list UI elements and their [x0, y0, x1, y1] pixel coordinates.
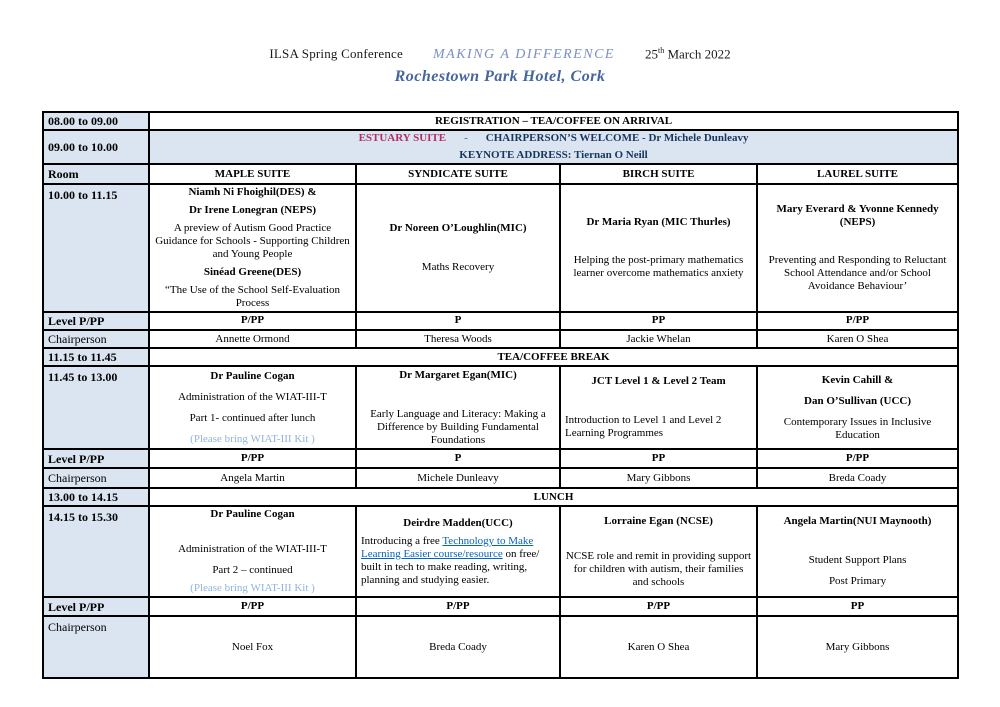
chairperson-label: Chairperson: [43, 468, 149, 488]
room-label: Room: [43, 164, 149, 184]
session-description: A preview of Autism Good Practice Guidance for Schools - Supporting Children and Young People: [155, 222, 350, 260]
speaker-name: Dr Noreen O’Loughlin(MIC): [389, 222, 527, 234]
level-value: P/PP: [149, 449, 356, 468]
level-value: PP: [757, 597, 958, 616]
speaker-name: Dr Maria Ryan (MIC Thurles): [586, 215, 731, 228]
suite-header-maple: MAPLE SUITE: [149, 164, 356, 184]
speaker-name: Kevin Cahill &: [821, 373, 894, 386]
kit-note: (Please bring WIAT-III Kit ): [190, 582, 315, 595]
chairperson-label: Chairperson: [43, 616, 149, 678]
date-suffix: th: [657, 46, 665, 55]
level-value: P/PP: [149, 597, 356, 616]
schedule-table: [42, 111, 959, 679]
session2-birch-cell: [560, 366, 757, 449]
welcome-cell: [149, 130, 958, 164]
kit-note: (Please bring WIAT-III Kit ): [190, 432, 315, 445]
estuary-suite-label: ESTUARY SUITE: [358, 132, 447, 145]
session2-maple-cell: [149, 366, 356, 449]
date-rest: March 2022: [664, 46, 731, 62]
speaker-name: Dr Irene Lonegran (NEPS): [188, 204, 316, 217]
session2-chair-row: [43, 468, 958, 488]
level-value: P/PP: [560, 597, 757, 616]
session-description: Contemporary Issues in Inclusive Education: [783, 415, 932, 441]
session3-birch-cell: [560, 506, 757, 597]
speaker-name: Dr Pauline Cogan: [210, 369, 295, 382]
technology-course-link[interactable]: Technology to Make Learning Easier course/resource: [361, 534, 534, 560]
session3-laurel-cell: [757, 506, 958, 597]
document-header: [0, 46, 1000, 63]
registration-row: [43, 112, 958, 130]
session-description: Part 1- continued after lunch: [189, 411, 316, 424]
chairperson-name: Theresa Woods: [356, 330, 560, 348]
lunch-title: LUNCH: [149, 488, 958, 506]
session2-laurel-cell: [757, 366, 958, 449]
level-label: Level P/PP: [43, 312, 149, 330]
speaker-name: JCT Level 1 & Level 2 Team: [591, 375, 726, 388]
venue-title: Rochestown Park Hotel, Cork: [394, 68, 606, 85]
level-value: PP: [560, 312, 757, 330]
chairperson-label: Chairperson: [43, 330, 149, 348]
tea-break-row: [43, 348, 958, 366]
level-value: P/PP: [149, 312, 356, 330]
session1-syndicate-cell: [356, 184, 560, 312]
session1-birch-cell: [560, 184, 757, 312]
registration-title: REGISTRATION – TEA/COFFEE ON ARRIVAL: [149, 112, 958, 130]
time-cell-registration: 08.00 to 09.00: [43, 112, 149, 130]
conference-date: [645, 46, 731, 62]
chairperson-name: Karen O Shea: [757, 330, 958, 348]
session2-syndicate-cell: [356, 366, 560, 449]
level-label: Level P/PP: [43, 449, 149, 468]
chairperson-name: Mary Gibbons: [560, 468, 757, 488]
session3-chair-row: [43, 616, 958, 678]
session2-row: [43, 366, 958, 449]
description-text: Introducing a free: [361, 534, 443, 547]
speaker-name: Dr Pauline Cogan: [210, 508, 295, 521]
session-description: Administration of the WIAT-III-T: [178, 543, 327, 556]
session1-laurel-cell: [757, 184, 958, 312]
speaker-name: Angela Martin(NUI Maynooth): [783, 515, 932, 528]
time-cell-tea-break: 11.15 to 11.45: [43, 348, 149, 366]
lunch-row: [43, 488, 958, 506]
session-description: Maths Recovery: [421, 260, 495, 273]
session3-syndicate-cell: [356, 506, 560, 597]
time-cell-session1: 10.00 to 11.15: [43, 184, 149, 312]
session3-level-row: [43, 597, 958, 616]
description-text: on free/ built in tech to make reading, writing, planning and studying easier.: [361, 547, 540, 586]
level-value: PP: [560, 449, 757, 468]
session-description: Administration of the WIAT-III-T: [178, 390, 327, 403]
tea-break-title: TEA/COFFEE BREAK: [149, 348, 958, 366]
session2-level-row: [43, 449, 958, 468]
chairperson-name: Angela Martin: [149, 468, 356, 488]
session-description: NCSE role and remit in providing support for children with autism, their families and schools: [565, 549, 752, 588]
speaker-name: Niamh Ni Fhoighil(DES) &: [188, 186, 317, 199]
session1-chair-row: [43, 330, 958, 348]
chairperson-name: Annette Ormond: [149, 330, 356, 348]
time-cell-welcome: 09.00 to 10.00: [43, 130, 149, 164]
keynote-text: KEYNOTE ADDRESS: Tiernan O Neill: [459, 149, 648, 162]
chairperson-name: Breda Coady: [356, 616, 560, 678]
conference-tagline: MAKING A DIFFERENCE: [433, 47, 615, 63]
session-description: Part 2 – continued: [212, 564, 293, 577]
chairperson-name: Jackie Whelan: [560, 330, 757, 348]
session-description: Post Primary: [828, 575, 887, 588]
chairperson-name: Michele Dunleavy: [356, 468, 560, 488]
speaker-name: Mary Everard & Yvonne Kennedy (NEPS): [776, 202, 939, 228]
session3-row: [43, 506, 958, 597]
session-description: “The Use of the School Self-Evaluation Process: [164, 283, 341, 309]
level-value: P/PP: [757, 449, 958, 468]
chairperson-welcome-text: CHAIRPERSON’S WELCOME - Dr Michele Dunleavy: [485, 132, 749, 145]
suite-header-syndicate: SYNDICATE SUITE: [356, 164, 560, 184]
speaker-name: Dan O’Sullivan (UCC): [804, 394, 911, 407]
session1-row: [43, 184, 958, 312]
level-value: P: [356, 312, 560, 330]
chairperson-name: Noel Fox: [149, 616, 356, 678]
level-label: Level P/PP: [43, 597, 149, 616]
speaker-name: Deirdre Madden(UCC): [403, 516, 513, 529]
suite-header-laurel: LAUREL SUITE: [757, 164, 958, 184]
speaker-name: Lorraine Egan (NCSE): [604, 514, 713, 527]
conference-title: ILSA Spring Conference: [269, 46, 403, 62]
level-value: P: [356, 449, 560, 468]
session-description: Introduction to Level 1 and Level 2 Learning Programmes: [565, 414, 722, 440]
session3-maple-cell: [149, 506, 356, 597]
dash-separator: -: [464, 132, 468, 145]
speaker-name: Sinéad Greene(DES): [203, 265, 302, 278]
level-value: P/PP: [757, 312, 958, 330]
chairperson-name: Mary Gibbons: [757, 616, 958, 678]
session1-level-row: [43, 312, 958, 330]
time-cell-lunch: 13.00 to 14.15: [43, 488, 149, 506]
session-description: [361, 535, 555, 587]
date-day: 25: [644, 46, 658, 62]
welcome-line1: [154, 132, 953, 145]
room-header-row: [43, 164, 958, 184]
chairperson-name: Karen O Shea: [560, 616, 757, 678]
level-value: P/PP: [356, 597, 560, 616]
welcome-row: [43, 130, 958, 164]
chairperson-name: Breda Coady: [757, 468, 958, 488]
session-description: Early Language and Literacy: Making a Difference by Building Fundamental Foundations: [370, 407, 546, 446]
speaker-name: Dr Margaret Egan(MIC): [399, 368, 517, 381]
session1-maple-cell: [149, 184, 356, 312]
suite-header-birch: BIRCH SUITE: [560, 164, 757, 184]
session-description: Preventing and Responding to Reluctant School Attendance and/or School Avoidance Behaviour’: [768, 254, 947, 293]
session-description: Student Support Plans: [808, 554, 907, 567]
session-description: Helping the post-primary mathematics learner overcome mathematics anxiety: [573, 254, 744, 280]
time-cell-session2: 11.45 to 13.00: [43, 366, 149, 449]
time-cell-session3: 14.15 to 15.30: [43, 506, 149, 597]
